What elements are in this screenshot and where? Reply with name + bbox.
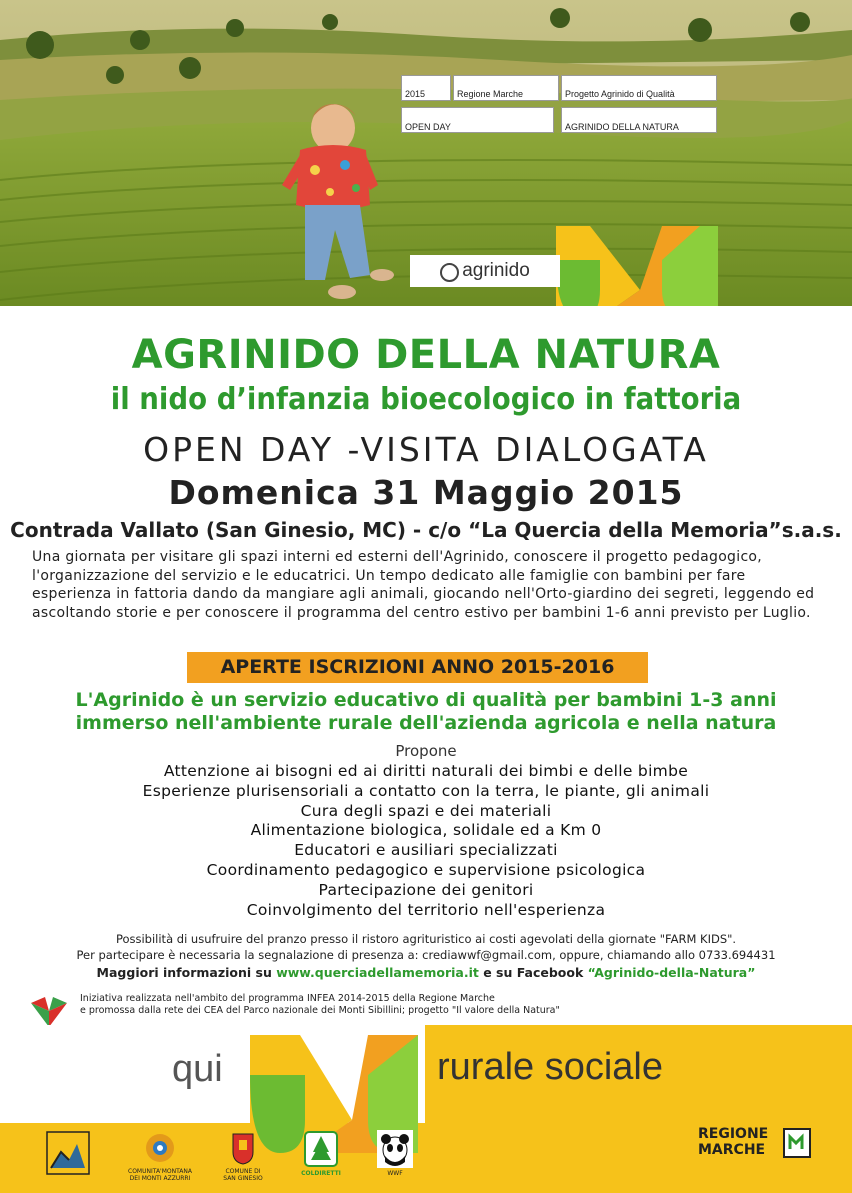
sponsor-label: DEI MONTI AZZURRI [129, 1175, 191, 1182]
hero-photo [0, 0, 852, 306]
agrinido-logo [410, 255, 560, 287]
website-link[interactable]: www.querciadellamemoria.it [276, 965, 479, 980]
list-item: Attenzione ai bisogni ed ai diritti naturali dei bimbi e delle bimbe [163, 762, 689, 780]
infea-line-2: e promossa dalla rete dei CEA del Parco nazionale dei Monti Sibillini; progetto "Il valore della Natura" [80, 1005, 560, 1016]
sponsor-label: SAN GINESIO [223, 1175, 263, 1182]
offer-list [0, 762, 852, 920]
parco-logo-icon [45, 1130, 91, 1176]
sponsor-label: WWF [387, 1170, 403, 1177]
event-location: Contrada Vallato (San Ginesio, MC) - c/o “La Quercia della Memoria”s.a.s. [10, 518, 842, 542]
list-item: Alimentazione biologica, solidale ed a Km 0 [250, 821, 602, 840]
contact-note: Per partecipare è necessaria la segnalazione di presenza a: crediawwf@gmail.com, oppure, chiamando allo 0733.694431 [76, 948, 776, 962]
list-item: Educatori e ausiliari specializzati [294, 841, 558, 860]
list-item: Coinvolgimento del territorio nell'esperienza [246, 900, 606, 919]
regione-line-2: MARCHE [698, 1142, 766, 1158]
quality-line-1: L'Agrinido è un servizio educativo di qualità per bambini 1-3 anni [75, 689, 777, 711]
meta-box-agrinido: AGRINIDO DELLA NATURA [561, 107, 717, 133]
sponsor-comunita-montana [118, 1130, 202, 1182]
more-info [0, 965, 852, 980]
propone-label: Propone [395, 742, 457, 760]
meta-box-open-day: OPEN DAY [401, 107, 554, 133]
regione-emblem-icon [782, 1127, 812, 1159]
sponsor-label: COMUNITA'MONTANA [128, 1168, 192, 1175]
sponsor-coldiretti [298, 1130, 344, 1177]
infea-note [80, 993, 560, 1017]
coldiretti-icon [303, 1130, 339, 1168]
agrinido-logo-text: agrinido [462, 260, 530, 281]
page-title: AGRINIDO DELLA NATURA [131, 332, 721, 378]
meta-box-region: Regione Marche [453, 75, 559, 101]
footer-rurale-sociale: rurale sociale [437, 1046, 663, 1088]
sponsor-label: COMUNE DI [225, 1168, 261, 1175]
sponsor-label: COLDIRETTI [301, 1170, 341, 1177]
quality-line-2: immerso nell'ambiente rurale dell'azienda agricola e nella natura [75, 712, 777, 734]
meta-box-project: Progetto Agrinido di Qualità [561, 75, 717, 101]
event-title: OPEN DAY -VISITA DIALOGATA [143, 430, 709, 469]
regione-marche-logo [698, 1126, 768, 1158]
sponsor-comune [218, 1130, 268, 1182]
list-item: Cura degli spazi e dei materiali [300, 801, 552, 820]
infea-line-1: Iniziativa realizzata nell'ambito del programma INFEA 2014-2015 della Regione Marche [80, 993, 495, 1004]
list-item: Partecipazione dei genitori [318, 880, 534, 899]
list-item: Esperienze plurisensoriali a contatto con la terra, le piante, gli animali [142, 781, 710, 800]
list-item: Coordinamento pedagogico e supervisione psicologica [206, 860, 646, 879]
intro-paragraph: Una giornata per visitare gli spazi interni ed esterni dell'Agrinido, conoscere il progetto pedagogico, l'organizzazione del servizio e le educatrici. Un tempo dedicato alle famiglie con bambini per fare esperienza in fattoria dando da mangiare agli animali, giocando nell'Orto-giardino dei segreti, leggendo ed ascoltando storie e per conoscere il programma del centro estivo per bambini 1-6 anni previsto per Luglio. [32, 549, 815, 621]
quality-statement [0, 689, 852, 735]
lunch-note: Possibilità di usufruire del pranzo presso il ristoro agrituristico ai costi agevolati della giornate "FARM KIDS". [115, 932, 737, 946]
meta-box-year: 2015 [401, 75, 451, 101]
wwf-panda-icon [377, 1130, 413, 1168]
footer-qui: qui [172, 1048, 223, 1090]
enrollment-banner: APERTE ISCRIZIONI ANNO 2015-2016 [187, 652, 648, 683]
more-info-mid: e su Facebook [478, 965, 588, 980]
sponsor-wwf [372, 1130, 418, 1177]
facebook-link[interactable]: “Agrinido-della-Natura” [587, 965, 756, 980]
more-info-prefix: Maggiori informazioni su [96, 965, 277, 980]
comunita-montana-icon [140, 1130, 180, 1166]
infea-heart-icon [27, 995, 71, 1029]
sponsor-parco [40, 1130, 96, 1178]
smile-icon [440, 263, 459, 282]
event-date: Domenica 31 Maggio 2015 [168, 473, 684, 512]
page-subtitle: il nido d’infanzia bioecologico in fattoria [110, 382, 742, 417]
regione-line-1: REGIONE [698, 1126, 769, 1142]
comune-crest-icon [229, 1130, 257, 1166]
